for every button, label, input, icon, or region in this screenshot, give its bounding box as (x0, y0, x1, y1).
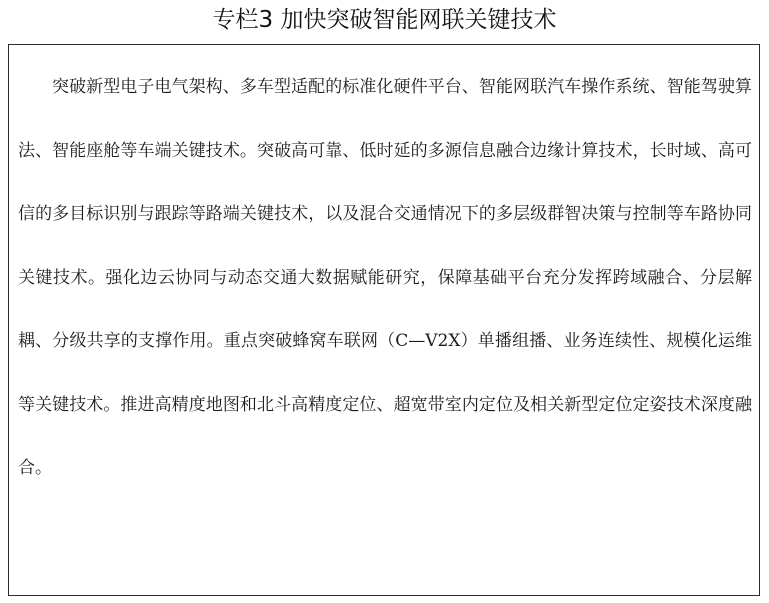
column-title: 专栏3 加快突破智能网联关键技术 (212, 7, 557, 33)
column-body-paragraph: 突破新型电子电气架构、多车型适配的标准化硬件平台、智能网联汽车操作系统、智能驾驶算法、智能座舱等车端关键技术。突破高可靠、低时延的多源信息融合边缘计算技术，长时域、高可信的多目标识别与跟踪等路端关键技术，以及混合交通情况下的多层级群智决策与控制等车路协同关键技术。强化边云协同与动态交通大数据赋能研究，保障基础平台充分发挥跨域融合、分层解耦、分级共享的支撑作用。重点突破蜂窝车联网（C—V2X）单播组播、业务连续性、规模化运维等关键技术。推进高精度地图和北斗高精度定位、超宽带室内定位及相关新型定位定姿技术深度融合。 (18, 77, 752, 478)
